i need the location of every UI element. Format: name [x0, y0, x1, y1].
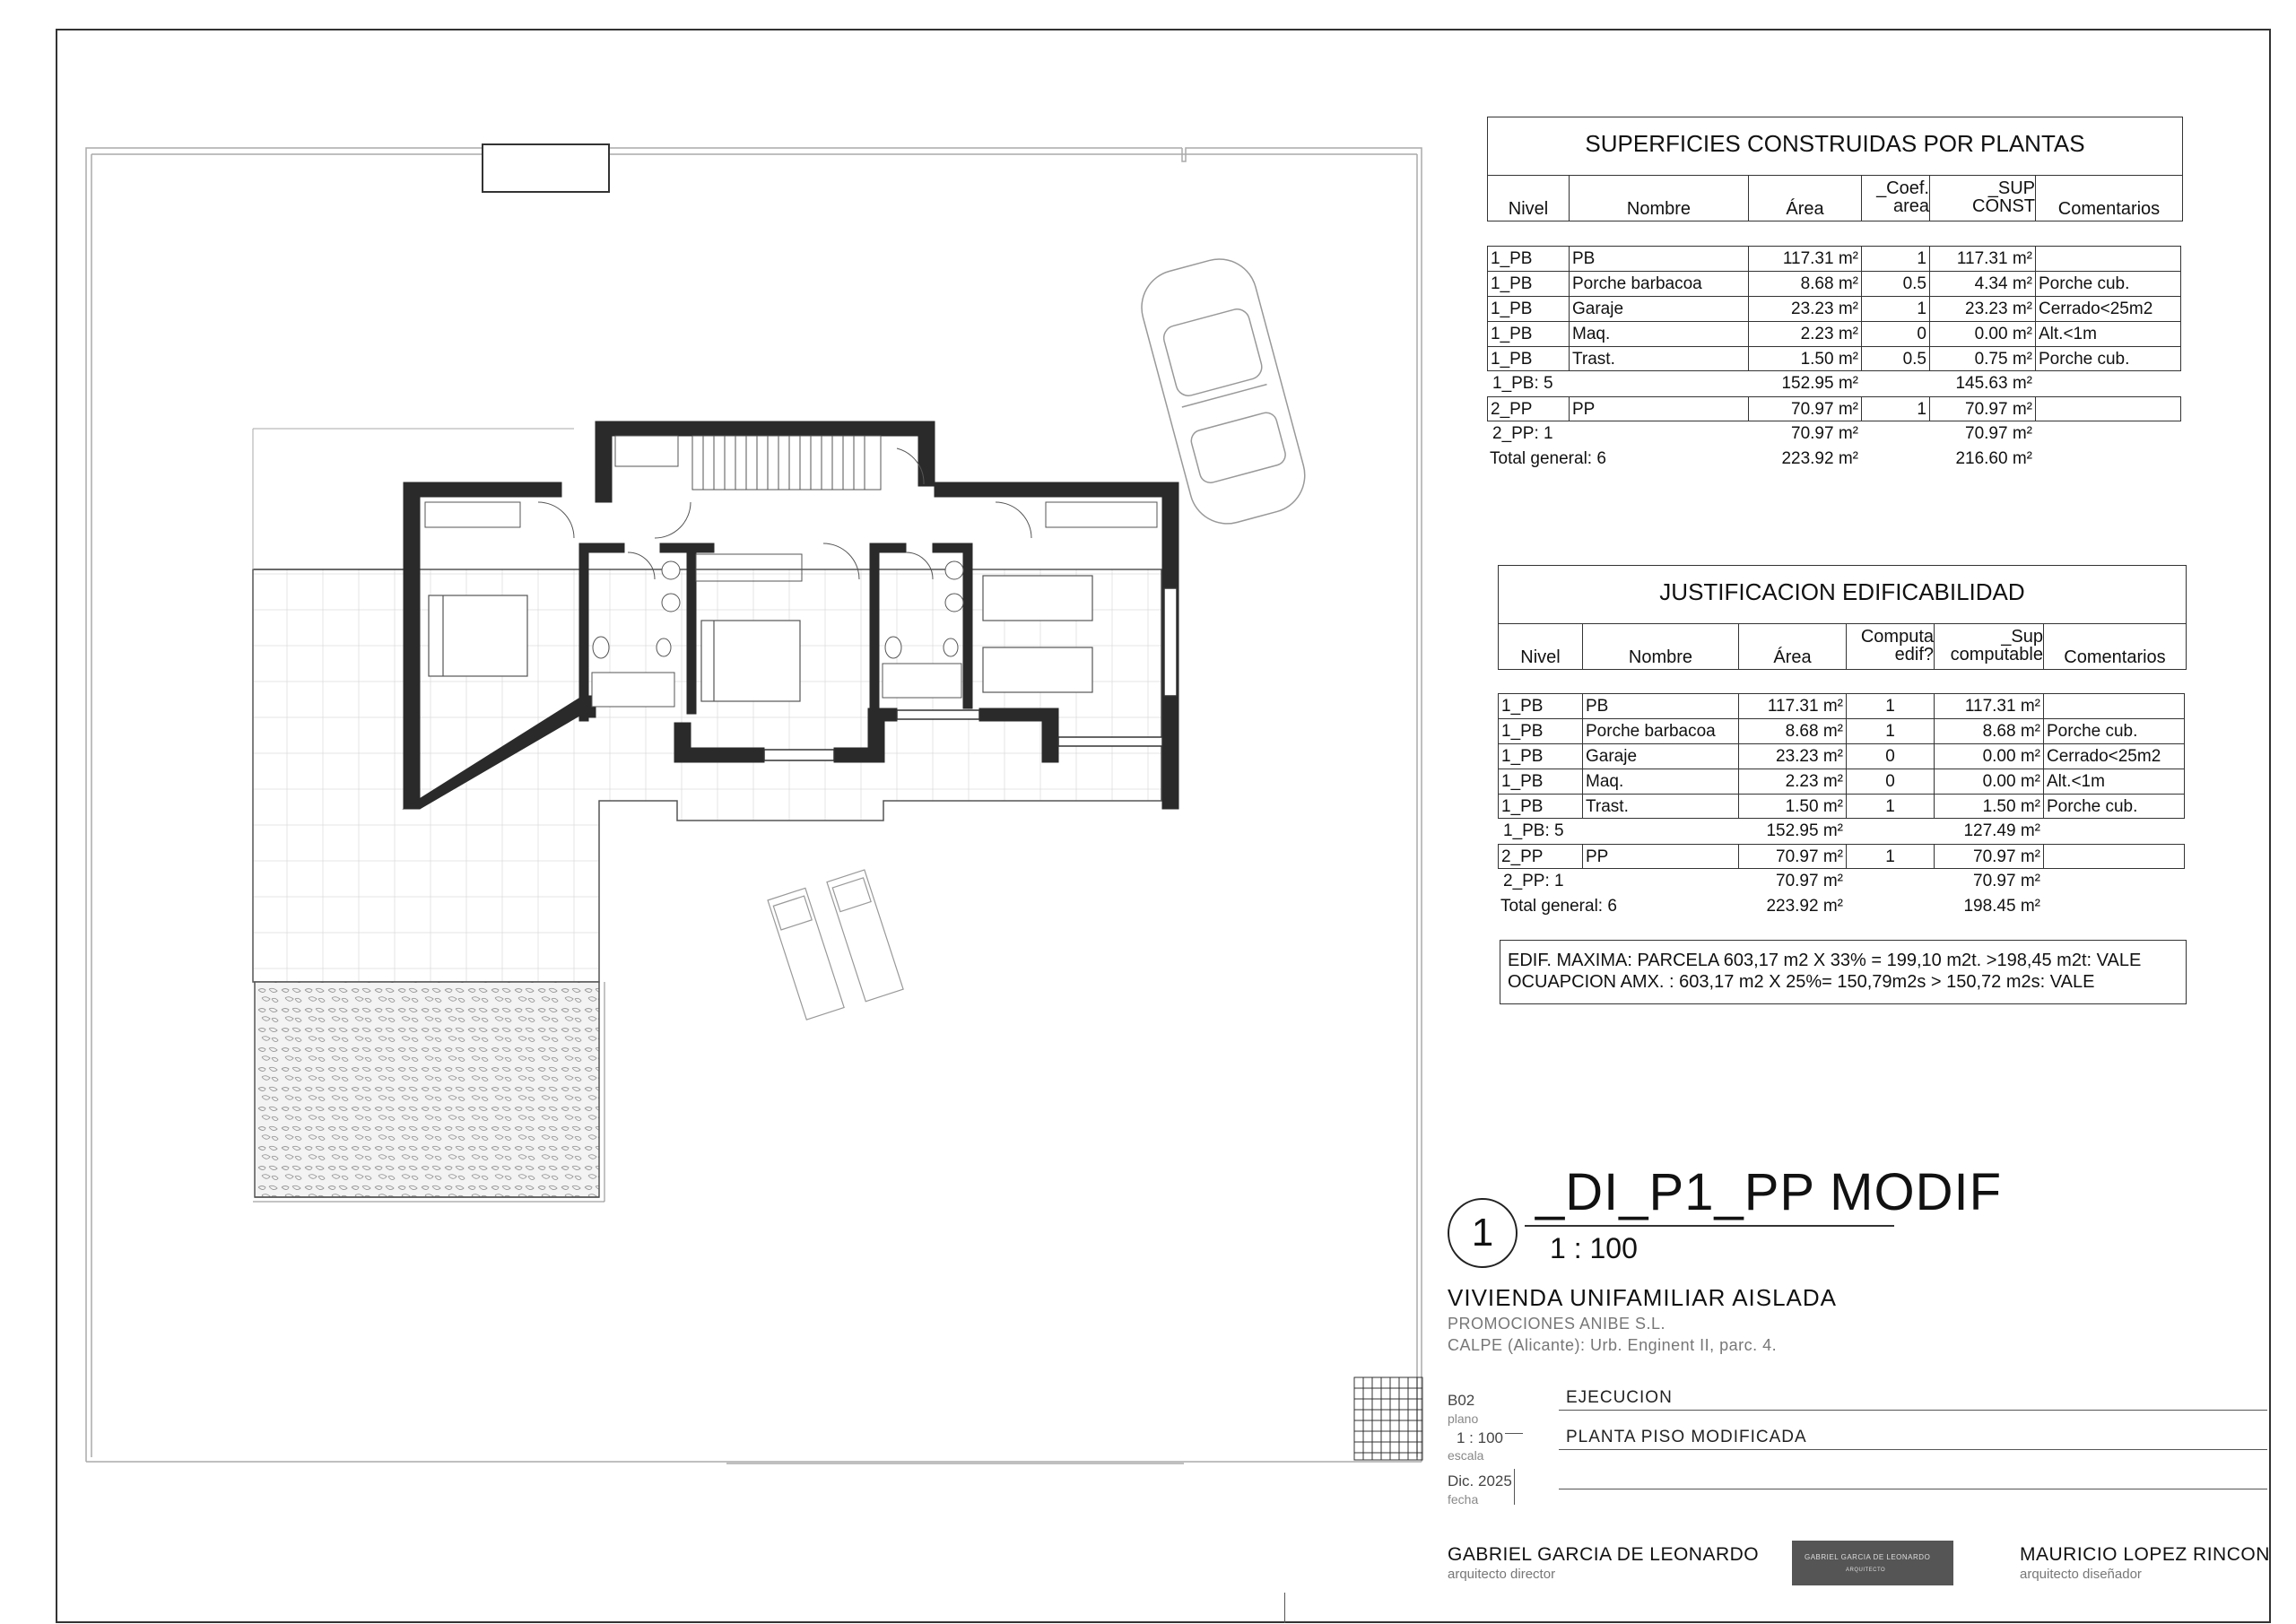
designer-name: MAURICIO LOPEZ RINCON	[2020, 1544, 2270, 1565]
sheet-name: PLANTA PISO MODIFICADA	[1566, 1428, 1807, 1446]
meta-divider	[1514, 1469, 1515, 1505]
stairs	[615, 436, 881, 490]
col-sup	[1935, 624, 2044, 670]
note-line-2: OCUAPCION AMX. : 603,17 m2 X 25%= 150,79m2s > 150,72 m2s: VALE	[1508, 972, 2095, 992]
view-number: 1	[1448, 1198, 1518, 1268]
table-row: 1_PB PB 117.31 m² 1 117.31 m²	[1487, 246, 2181, 271]
col-coef	[1862, 176, 1930, 221]
subtotal-row: 2_PP: 1 70.97 m² 70.97 m²	[1492, 424, 2032, 443]
col-coef-line2: area	[1892, 195, 1929, 216]
col-sup	[1930, 176, 2036, 221]
schedule-superficies-rows	[1487, 246, 2181, 472]
table-row: 1_PB Maq. 2.23 m² 0 0.00 m² Alt.<1m	[1498, 769, 2185, 794]
table-row: 1_PB Trast. 1.50 m² 0.5 0.75 m² Porche cub.	[1487, 346, 2181, 371]
total-row: Total general: 6 223.92 m² 216.60 m²	[1490, 449, 2032, 468]
project-location: CALPE (Alicante): Urb. Enginent II, parc. 4.	[1448, 1336, 1778, 1354]
stamp-line-1: GABRIEL GARCIA DE LEONARDO	[1805, 1553, 1931, 1561]
col-nombre: Nombre	[1570, 176, 1749, 221]
col-nivel: Nivel	[1488, 176, 1570, 221]
director-name: GABRIEL GARCIA DE LEONARDO	[1448, 1544, 1760, 1565]
schedule-edificabilidad-rows	[1498, 693, 2185, 919]
col-comentarios: Comentarios	[2064, 647, 2166, 667]
col-nombre: Nombre	[1583, 624, 1739, 670]
table-row: 1_PB PB 117.31 m² 1 117.31 m²	[1498, 693, 2185, 718]
col-sup-line2: CONST	[1972, 195, 2035, 216]
view-scale: 1 : 100	[1550, 1232, 1638, 1264]
plano-value: B02	[1448, 1392, 1475, 1409]
view-title: _DI_P1_PP MODIF	[1535, 1163, 2003, 1221]
top-box	[483, 144, 609, 192]
architect-stamp	[1792, 1541, 1953, 1585]
col-sup-line1: _Sup	[2001, 626, 2043, 647]
col-coef-line1: _Coef.	[1876, 178, 1929, 198]
col-computa	[1847, 624, 1935, 670]
sheet-name-line	[1559, 1449, 2267, 1450]
gravel-garden	[255, 982, 599, 1197]
subtotal-row: 1_PB: 5 152.95 m² 127.49 m²	[1503, 821, 2040, 840]
table-row: 1_PB Garaje 23.23 m² 0 0.00 m² Cerrado<25m2	[1498, 743, 2185, 769]
phase-text: EJECUCION	[1566, 1388, 1673, 1407]
escala-label: escala	[1448, 1448, 1484, 1463]
table-row: 1_PB Trast. 1.50 m² 1 1.50 m² Porche cub.	[1498, 794, 2185, 819]
buildability-note	[1500, 940, 2187, 1004]
plano-label: plano	[1448, 1411, 1479, 1426]
col-nivel: Nivel	[1499, 624, 1583, 670]
stamp-line-2: ARQUITECTO	[1846, 1568, 1886, 1573]
col-sup-line2: computable	[1950, 644, 2043, 664]
phase-line	[1559, 1410, 2267, 1411]
subtotal-row: 1_PB: 5 152.95 m² 145.63 m²	[1492, 374, 2032, 393]
table-row: 1_PB Garaje 23.23 m² 1 23.23 m² Cerrado<25m2	[1487, 296, 2181, 321]
fecha-label: fecha	[1448, 1492, 1479, 1507]
bottom-divider	[1284, 1593, 1285, 1623]
col-sup-line1: _SUP	[1987, 178, 2035, 198]
designer-role: arquitecto diseñador	[2020, 1567, 2142, 1582]
col-area: Área	[1749, 176, 1862, 221]
grid-hatch	[1354, 1377, 1422, 1460]
project-title: VIVIENDA UNIFAMILIAR AISLADA	[1448, 1284, 1838, 1311]
client-name: PROMOCIONES ANIBE S.L.	[1448, 1315, 1666, 1333]
col-computa-line2: edif?	[1894, 644, 1934, 664]
col-computa-line1: Computa	[1860, 626, 1934, 647]
sun-loungers	[768, 870, 903, 1020]
table-row: 1_PB Porche barbacoa 8.68 m² 1 8.68 m² Porche cub.	[1498, 718, 2185, 743]
note-line-1: EDIF. MAXIMA: PARCELA 603,17 m2 X 33% = 199,10 m2t. >198,45 m2t: VALE	[1508, 951, 2142, 970]
total-row: Total general: 6 223.92 m² 198.45 m²	[1500, 897, 2040, 916]
table-row: 1_PB Porche barbacoa 8.68 m² 0.5 4.34 m² Porche cub.	[1487, 271, 2181, 296]
fecha-value: Dic. 2025	[1448, 1472, 1512, 1489]
view-title-underline	[1525, 1225, 1894, 1227]
table-row: 2_PP PP 70.97 m² 1 70.97 m²	[1487, 396, 2181, 421]
escala-tick	[1505, 1433, 1523, 1434]
schedule-title: JUSTIFICACION EDIFICABILIDAD	[1659, 578, 2025, 605]
schedule-title: SUPERFICIES CONSTRUIDAS POR PLANTAS	[1585, 130, 2085, 157]
escala-value: 1 : 100	[1457, 1429, 1503, 1446]
schedule-header	[1488, 175, 2182, 221]
col-area: Área	[1739, 624, 1847, 670]
subtotal-row: 2_PP: 1 70.97 m² 70.97 m²	[1503, 872, 2040, 890]
schedule-edificabilidad	[1498, 565, 2187, 670]
director-role: arquitecto director	[1448, 1567, 1556, 1582]
table-row: 1_PB Maq. 2.23 m² 0 0.00 m² Alt.<1m	[1487, 321, 2181, 346]
col-comentarios: Comentarios	[2057, 199, 2161, 219]
schedule-header	[1499, 623, 2186, 670]
schedule-superficies	[1487, 117, 2183, 221]
table-row: 2_PP PP 70.97 m² 1 70.97 m²	[1498, 844, 2185, 869]
